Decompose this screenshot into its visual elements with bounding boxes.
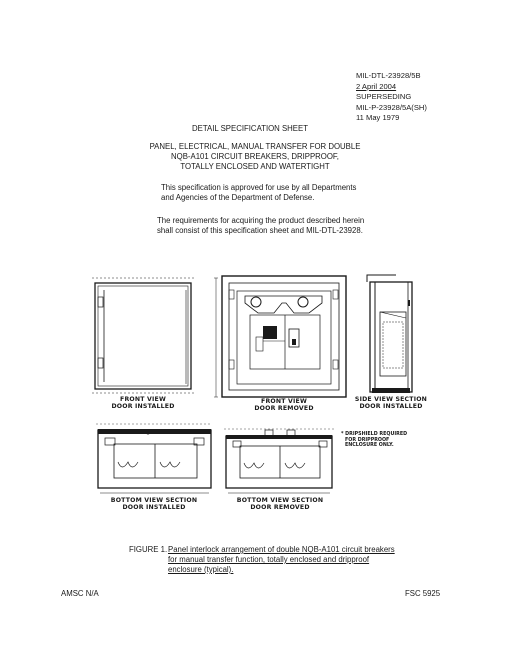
caption-line: SIDE VIEW SECTION — [354, 396, 428, 403]
superseding-label: SUPERSEDING — [356, 92, 412, 102]
doc-number: MIL-DTL-23928/5B — [356, 71, 421, 80]
footer-right: FSC 5925 — [405, 589, 441, 598]
requirements-line2: shall consist of this specification sheet and MIL-DTL-23928. — [157, 226, 363, 235]
approval-line1: This specification is approved for use by all Departments — [161, 183, 357, 192]
caption-line: FRONT VIEW — [120, 396, 166, 403]
caption-line: DOOR INSTALLED — [359, 403, 423, 410]
caption-line: DOOR REMOVED — [254, 405, 314, 412]
caption-front-door-installed — [103, 396, 183, 410]
note-line: ENCLOSURE ONLY. — [345, 443, 394, 449]
product-title-line1: PANEL, ELECTRICAL, MANUAL TRANSFER FOR DOUBLE — [149, 142, 361, 151]
dripshield-note — [341, 432, 431, 449]
figure-caption-line1: Panel interlock arrangement of double NQB-A101 circuit breakers — [168, 545, 395, 554]
product-title-line2: NQB-A101 CIRCUIT BREAKERS, DRIPPROOF, — [171, 152, 339, 161]
front-view-door-removed — [214, 276, 346, 397]
doc-date: 2 April 2004 — [356, 81, 397, 91]
caption-line: BOTTOM VIEW SECTION — [236, 497, 324, 504]
superseded-date: 11 May 1979 — [356, 113, 400, 123]
caption-line: DOOR REMOVED — [250, 504, 310, 511]
footer-left: AMSC N/A — [61, 589, 99, 598]
approval-line2: and Agencies of the Department of Defense. — [161, 193, 315, 202]
figure-caption-line3: enclosure (typical). — [168, 565, 234, 574]
sheet-title: DETAIL SPECIFICATION SHEET — [192, 124, 308, 133]
product-title-line3: TOTALLY ENCLOSED AND WATERTIGHT — [180, 162, 330, 171]
caption-line: DOOR INSTALLED — [122, 504, 186, 511]
bottom-view-door-installed — [96, 424, 212, 493]
caption-line: BOTTOM VIEW SECTION — [110, 497, 198, 504]
side-view-section — [367, 275, 412, 393]
caption-side-section — [346, 396, 436, 410]
note-line: FOR DRIPPROOF — [345, 437, 390, 443]
figure-caption-line2: for manual transfer function, totally enclosed and dripproof — [168, 555, 370, 564]
superseded-number: MIL-P-23928/5A(SH) — [356, 102, 427, 112]
caption-front-door-removed — [244, 398, 324, 412]
figure-caption — [129, 545, 419, 575]
caption-line: DOOR INSTALLED — [111, 403, 175, 410]
requirements-line1: The requirements for acquiring the product described herein — [157, 216, 365, 225]
front-view-door-installed — [92, 278, 194, 393]
bottom-view-door-removed — [224, 429, 334, 493]
caption-bottom-removed — [228, 497, 332, 511]
caption-line: FRONT VIEW — [261, 398, 307, 405]
caption-bottom-installed — [102, 497, 206, 511]
figure-label: FIGURE 1. — [129, 545, 168, 554]
note-line: * DRIPSHIELD REQUIRED — [341, 432, 408, 437]
